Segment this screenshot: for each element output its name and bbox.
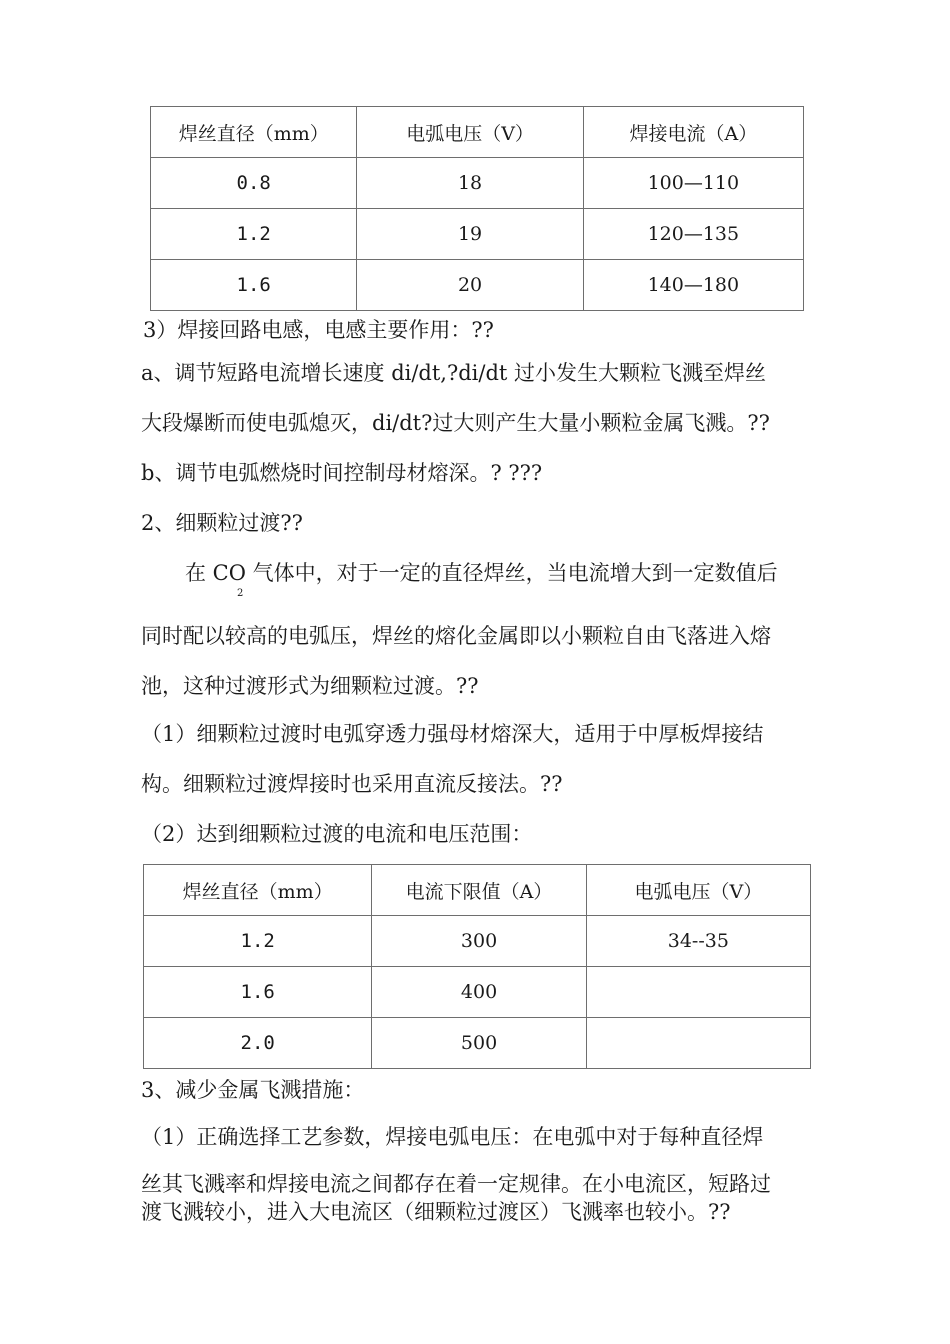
table-cell: 140—180 [583, 260, 803, 311]
table-cell: 0.8 [151, 158, 357, 209]
paragraph-line: 构。细颗粒过渡焊接时也采用直流反接法。?? [141, 772, 563, 796]
table-row [151, 260, 804, 311]
table-cell: 20 [357, 260, 583, 311]
table-row [151, 209, 804, 260]
table-cell: 300 [372, 916, 586, 967]
header-cell: 电流下限值（A） [372, 865, 586, 916]
welding-parameters-table [150, 106, 804, 311]
header-cell: 电弧电压（V） [357, 107, 583, 158]
section-heading: 2、细颗粒过渡?? [141, 511, 303, 535]
table-cell: 100—110 [583, 158, 803, 209]
table-cell: 18 [357, 158, 583, 209]
table-header-row [151, 107, 804, 158]
table-cell [586, 1018, 810, 1069]
table-cell: 2.0 [144, 1018, 372, 1069]
paragraph-line: （1）细颗粒过渡时电弧穿透力强母材熔深大，适用于中厚板焊接结 [141, 722, 764, 746]
table-row [144, 967, 811, 1018]
paragraph-line: 3）焊接回路电感，电感主要作用：?? [143, 318, 494, 342]
header-cell: 焊丝直径（mm） [144, 865, 372, 916]
table-row [151, 158, 804, 209]
header-cell: 焊丝直径（mm） [151, 107, 357, 158]
paragraph-line: b、调节电弧燃烧时间控制母材熔深。? ??? [141, 461, 543, 485]
header-cell: 焊接电流（A） [583, 107, 803, 158]
table-cell: 34--35 [586, 916, 810, 967]
table-cell: 120—135 [583, 209, 803, 260]
table-header-row [144, 865, 811, 916]
paragraph-line: 在 CO 气体中，对于一定的直径焊丝，当电流增大到一定数值后 [185, 561, 778, 585]
paragraph-line: （1）正确选择工艺参数，焊接电弧电压：在电弧中对于每种直径焊 [141, 1125, 764, 1149]
table-row [144, 916, 811, 967]
table-cell: 1.2 [151, 209, 357, 260]
paragraph-line: a、调节短路电流增长速度 di/dt,?di/dt 过小发生大颗粒飞溅至焊丝 [141, 361, 767, 385]
paragraph-line: 池，这种过渡形式为细颗粒过渡。?? [141, 674, 479, 698]
table-cell: 500 [372, 1018, 586, 1069]
paragraph-line: 丝其飞溅率和焊接电流之间都存在着一定规律。在小电流区，短路过 [141, 1172, 771, 1196]
table-cell: 1.2 [144, 916, 372, 967]
table-row [144, 1018, 811, 1069]
table-cell: 1.6 [151, 260, 357, 311]
table-cell: 19 [357, 209, 583, 260]
header-cell: 电弧电压（V） [586, 865, 810, 916]
section-heading: 3、减少金属飞溅措施： [141, 1078, 365, 1102]
paragraph-line: 同时配以较高的电弧压，焊丝的熔化金属即以小颗粒自由飞落进入熔 [141, 624, 771, 648]
paragraph-line: （2）达到细颗粒过渡的电流和电压范围： [141, 822, 533, 846]
table-cell: 1.6 [144, 967, 372, 1018]
paragraph-line: 大段爆断而使电弧熄灭，di/dt?过大则产生大量小颗粒金属飞溅。?? [141, 411, 770, 435]
subscript: 2 [237, 588, 244, 599]
paragraph-line: 渡飞溅较小，进入大电流区（细颗粒过渡区）飞溅率也较小。?? [141, 1200, 731, 1224]
fine-droplet-range-table [143, 864, 811, 1069]
table-cell: 400 [372, 967, 586, 1018]
table-cell [586, 967, 810, 1018]
